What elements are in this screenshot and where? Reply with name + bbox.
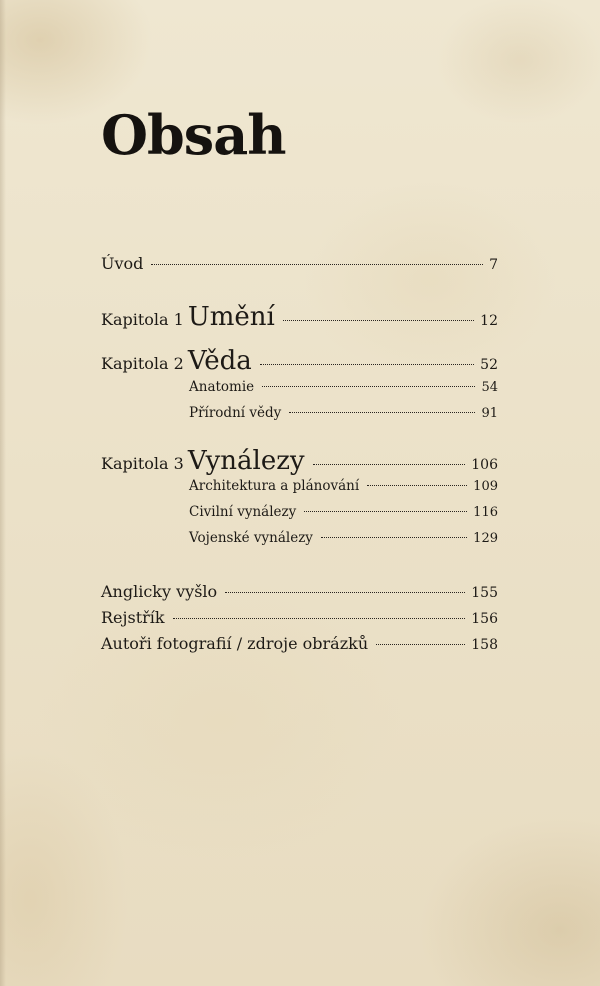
chapter-title: Věda (187, 346, 252, 376)
toc-entry-label: Přírodní vědy (189, 405, 282, 421)
dot-leader (283, 320, 474, 321)
toc-entry-label: Úvod (101, 254, 144, 273)
toc-entry-page: 109 (473, 479, 498, 494)
toc-entry-label: Vojenské vynálezy (189, 530, 313, 546)
toc-entry-page: 91 (481, 406, 498, 421)
toc-entry-label (101, 346, 252, 376)
dot-leader (367, 485, 467, 486)
toc-entry-page: 7 (489, 257, 498, 273)
toc-entry-label: Anatomie (189, 379, 255, 395)
dot-leader (376, 644, 465, 645)
chapter-number: Kapitola 3 (101, 454, 184, 473)
toc-entry-back-matter (101, 634, 498, 662)
toc-subentry (189, 405, 498, 433)
toc-entry-back-matter (101, 608, 498, 636)
dot-leader (313, 464, 466, 465)
toc-entry-page: 54 (481, 380, 498, 395)
dot-leader (225, 592, 465, 593)
dot-leader (260, 364, 474, 365)
toc-entry-page: 158 (471, 637, 498, 653)
dot-leader (173, 618, 466, 619)
dot-leader (262, 386, 475, 387)
chapter-title: Umění (187, 302, 275, 332)
toc-subentry (189, 530, 498, 558)
dot-leader (321, 537, 467, 538)
toc-entry-label: Anglicky vyšlo (101, 582, 218, 601)
toc-entry-label: Rejstřík (101, 608, 165, 627)
toc-entry-label (101, 446, 305, 476)
toc-subentry (189, 379, 498, 407)
toc-entry-page: 155 (471, 585, 498, 601)
toc-entry-chapter-3 (101, 446, 498, 474)
toc-entry-label: Architektura a plánování (189, 478, 360, 494)
toc-entry-page: 52 (480, 357, 498, 373)
toc-entry-page: 12 (480, 313, 498, 329)
toc-entry-page: 116 (473, 505, 498, 520)
dot-leader (289, 412, 475, 413)
toc-subentry (189, 504, 498, 532)
dot-leader (304, 511, 467, 512)
toc-entry-label (101, 302, 275, 332)
toc-entry-label: Autoři fotografií / zdroje obrázků (101, 634, 369, 653)
toc-entry-page: 156 (471, 611, 498, 627)
page-title: Obsah (101, 103, 286, 167)
toc-entry-label: Civilní vynálezy (189, 504, 297, 520)
toc-entry-uvod (101, 254, 498, 282)
toc-subentry (189, 478, 498, 506)
toc-entry-chapter-2 (101, 346, 498, 374)
toc-entry-back-matter (101, 582, 498, 610)
toc-entry-chapter-1 (101, 302, 498, 330)
dot-leader (151, 264, 483, 265)
toc-entry-page: 129 (473, 531, 498, 546)
chapter-title: Vynálezy (187, 446, 305, 476)
toc-entry-page: 106 (471, 457, 498, 473)
chapter-number: Kapitola 1 (101, 310, 184, 329)
chapter-number: Kapitola 2 (101, 354, 184, 373)
